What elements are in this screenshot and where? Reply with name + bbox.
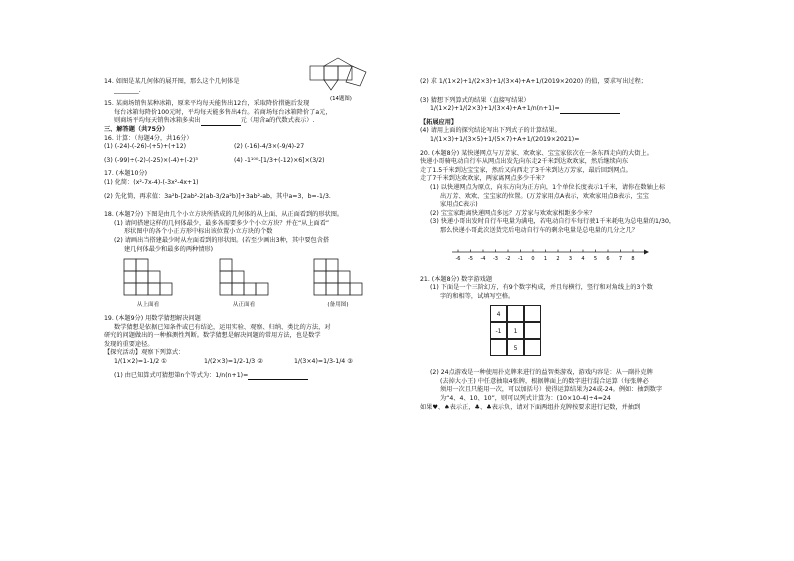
q21-p2a: (2) 24点游戏是一种使用扑克牌来进行的益智类游戏，游戏内容是：从一副扑克牌 — [430, 369, 653, 377]
q21-p1a: (1) 下面是一个三阶幻方，有9个数字构成，并且每横行，竖行和对角线上的3个数 — [430, 284, 653, 292]
q15-line3: 则商场平均每天销售冰箱多卖出 元（用含a的代数式表示）. — [114, 117, 315, 125]
axis-tick-label: 3 — [568, 255, 573, 262]
q20-p1a: (1) 以快递网点为原点，向东方向为正方向，1个单位长度表示1千米，请你在数轴上标 — [430, 183, 666, 191]
right-column — [420, 78, 710, 412]
spare-caption: (备用图) — [327, 302, 349, 309]
axis-tick-label: -3 — [493, 255, 498, 262]
axis-tick-label: 4 — [581, 255, 585, 262]
axis-tick-label: 2 — [556, 255, 560, 262]
magic-square-cell[interactable]: -1 — [490, 322, 507, 339]
q18-part2b: 建几何体最少和最多的两种情形) — [124, 245, 214, 253]
q14-net-figure — [302, 44, 378, 102]
q18-part1a: (1) 请问搭建这样的几何体最少，最多各需要多少个小立方块？并在“从上面看” — [114, 219, 330, 227]
magic-square-cell[interactable]: 5 — [507, 339, 524, 356]
axis-tick-label: -4 — [480, 255, 486, 262]
q18-part2a: (2) 请画出当搭建最少时从左面看到的形状图。(若至少画出3种，其中要包含搭 — [114, 236, 330, 244]
axis-tick-label: 0 — [531, 255, 535, 262]
q20-line3: 走了1.5千米到达宝宝家，然后又向西走了3千米到达万芳家，最后回到网点。 — [420, 166, 632, 174]
section-heading: 三、解答题（共75分） — [104, 125, 169, 133]
left-column — [104, 78, 394, 380]
number-line — [450, 246, 650, 266]
magic-square-cell[interactable] — [524, 322, 541, 339]
q21-p2d: 为“4、4、10、10”，则可以列式计算为：(10×10-4)÷4=24 — [440, 395, 611, 403]
q21-p2b: (去掉大小王) 中任意抽取4张牌，根据牌面上的数字进行混合运算（每张牌必 — [440, 377, 649, 385]
top-view-caption: 从上面看 — [136, 302, 160, 309]
axis-tick-label: -6 — [455, 255, 461, 262]
q20-p3a: (3) 快递小哥出发时自行车电量为满电，若电动自行车每行驶1千米耗电为总电量的1/30， — [430, 218, 676, 226]
q18-part1b: 形状图中的各个小正方形中标出该位置小立方块的个数 — [124, 228, 273, 236]
q15-line2: 每台冰箱每降价100元时，平均每天能多售出4台。若商场每台冰箱降价了a元， — [114, 108, 332, 116]
q21-p1b: 字的和相等，试填写空格。 — [440, 292, 515, 300]
q19-line2: 研究的问题做出的一种推测性判断。数学猜想是解决问题的常用方法，也是数学 — [104, 332, 321, 340]
q19-line3: 发现的重要途径。 — [104, 340, 154, 348]
q20-line2: 快递小哥骑电动自行车从网点出发先向东走2千米到达欢欢家，然后继续向东 — [420, 158, 629, 166]
q19-equations: 1/(1×2)=1-1/2 ① 1/(2×3)=1/2-1/3 ② 1/(3×4)=1/3-1/4 ③ — [114, 358, 353, 366]
axis-tick-label: 8 — [631, 255, 635, 262]
q21-p2c: 须用一次且只能用一次，可以加括号）使得运算结果为24或-24。例如：抽到数字 — [440, 386, 663, 394]
expand-heading: 【拓展应用】 — [420, 118, 458, 126]
magic-square-cell[interactable]: 1 — [507, 322, 524, 339]
q18-figures — [122, 257, 394, 313]
axis-tick-label: -5 — [468, 255, 473, 262]
magic-square-cell[interactable]: 4 — [490, 305, 507, 322]
q19-ask1: (1) 由已知算式可猜想第n个等式为：1/n(n+1)= — [114, 372, 394, 381]
q20-p2: (2) 宝宝家距离快递网点多远？万芳家与欢欢家相距多少米？ — [430, 209, 596, 217]
q14-blank: ________. — [114, 86, 141, 94]
axis-tick-label: 5 — [593, 255, 598, 262]
q21-header: 21. (本题8分) 数字游戏题 — [420, 275, 493, 283]
q16-row1: (1) (-24)-(-26)-(+5)+(+12) (2) (-16)-4/3×(-9/4)-27 — [104, 143, 305, 151]
magic-square-cell[interactable] — [490, 339, 507, 356]
q17-part1: (1) 化简：(x²-7x-4)-(-3x²-4x+1) — [104, 178, 199, 186]
q16-row2: (3) (-99)÷(-2)-(-25)×(-4)+(-2)³ (4) -1¹⁰⁰-[1/3+(-12)×6]×(3/2) — [104, 156, 325, 164]
front-view-figure — [218, 257, 278, 307]
expand-expr: 1/(1×3)+1/(3×5)+1/(5×7)+A+1/(2019×2021)= — [430, 135, 580, 143]
q18-header: 18. (本题7分) 下图是由几个小立方块所搭成的几何体的从上面、从正面看到的形状图。 — [104, 211, 344, 219]
axis-tick-label: -2 — [505, 255, 511, 262]
q16-header: 16. 计算：（每题4分，共16分） — [104, 134, 193, 142]
q19-explore: 【探究活动】观察下列算式： — [104, 349, 185, 357]
q19-ask3-expr: 1/(1×2)+1/(2×3)+1/(3×4)+A+1/n(n+1)= — [430, 105, 710, 114]
q20-p1b: 出万芳、欢欢、宝宝家的位置。(万芳家用点A表示，欢欢家用点B表示，宝宝 — [440, 192, 649, 200]
axis-tick-label: 6 — [606, 255, 610, 262]
q19-line1: 数学猜想是依据已知条件或已有结论，运用实验、观察、归纳、类比的方法，对 — [114, 323, 331, 331]
magic-square-cell[interactable] — [524, 305, 541, 322]
top-view-figure — [122, 257, 182, 307]
axis-tick-label: -1 — [518, 255, 523, 262]
q19-ask3: (3) 猜想下列算式的结果（直接写结果） — [420, 96, 530, 104]
q20-line1: 20. (本题8分) 某快递网点与万芳家、欢欢家、宝宝家依次在一条东西走向的大街上。 — [420, 149, 653, 157]
q19-header: 19. (本题9分) 用数学猜想解决问题 — [104, 315, 201, 323]
q14-text: 14. 如图是某几何体的展开图，那么这个几何体是 — [104, 78, 240, 85]
q20-p1c: 家用点C表示) — [440, 201, 478, 209]
expand-text: (4) 请用上面的探究结论写出下列式子的计算结果。 — [420, 127, 561, 135]
magic-square-cell[interactable] — [507, 305, 524, 322]
q20-p3b: 那么快递小哥此次送货完后电动自行车的剩余电量是总电量的几分之几？ — [440, 226, 638, 234]
q21-p2e: 如果♥、♠表示正，♣、♣表示负，请对下面两组扑克牌按要求进行记数，并抽到 — [420, 403, 641, 411]
magic-square — [490, 305, 550, 365]
front-view-caption: 从正面看 — [232, 302, 256, 309]
axis-tick-label: 7 — [618, 255, 623, 262]
q19-ask2: (2) 求 1/(1×2)+1/(2×3)+1/(3×4)+A+1/(2019×2020) 的值，要求写出过程； — [420, 78, 647, 85]
q17-part2: (2) 先化简，再求值：3a²b-[2ab²-2(ab-3/2a²b)]+3ab²-ab，其中a=3，b=-1/3. — [104, 192, 331, 200]
q20-line4: 走了7千米到达欢欢家，两家离网点多少千米？ — [420, 175, 548, 183]
q17-header: 17. (本题10分) — [104, 170, 148, 178]
axis-tick-label: 1 — [543, 255, 548, 262]
q15-line1: 15. 某商场销售某种冰箱，原来平均每天能售出12台，采取降价措施后发现 — [104, 100, 310, 108]
spare-figure — [312, 257, 372, 307]
q14-caption: (14题图) — [330, 96, 352, 102]
magic-square-cell[interactable] — [524, 339, 541, 356]
